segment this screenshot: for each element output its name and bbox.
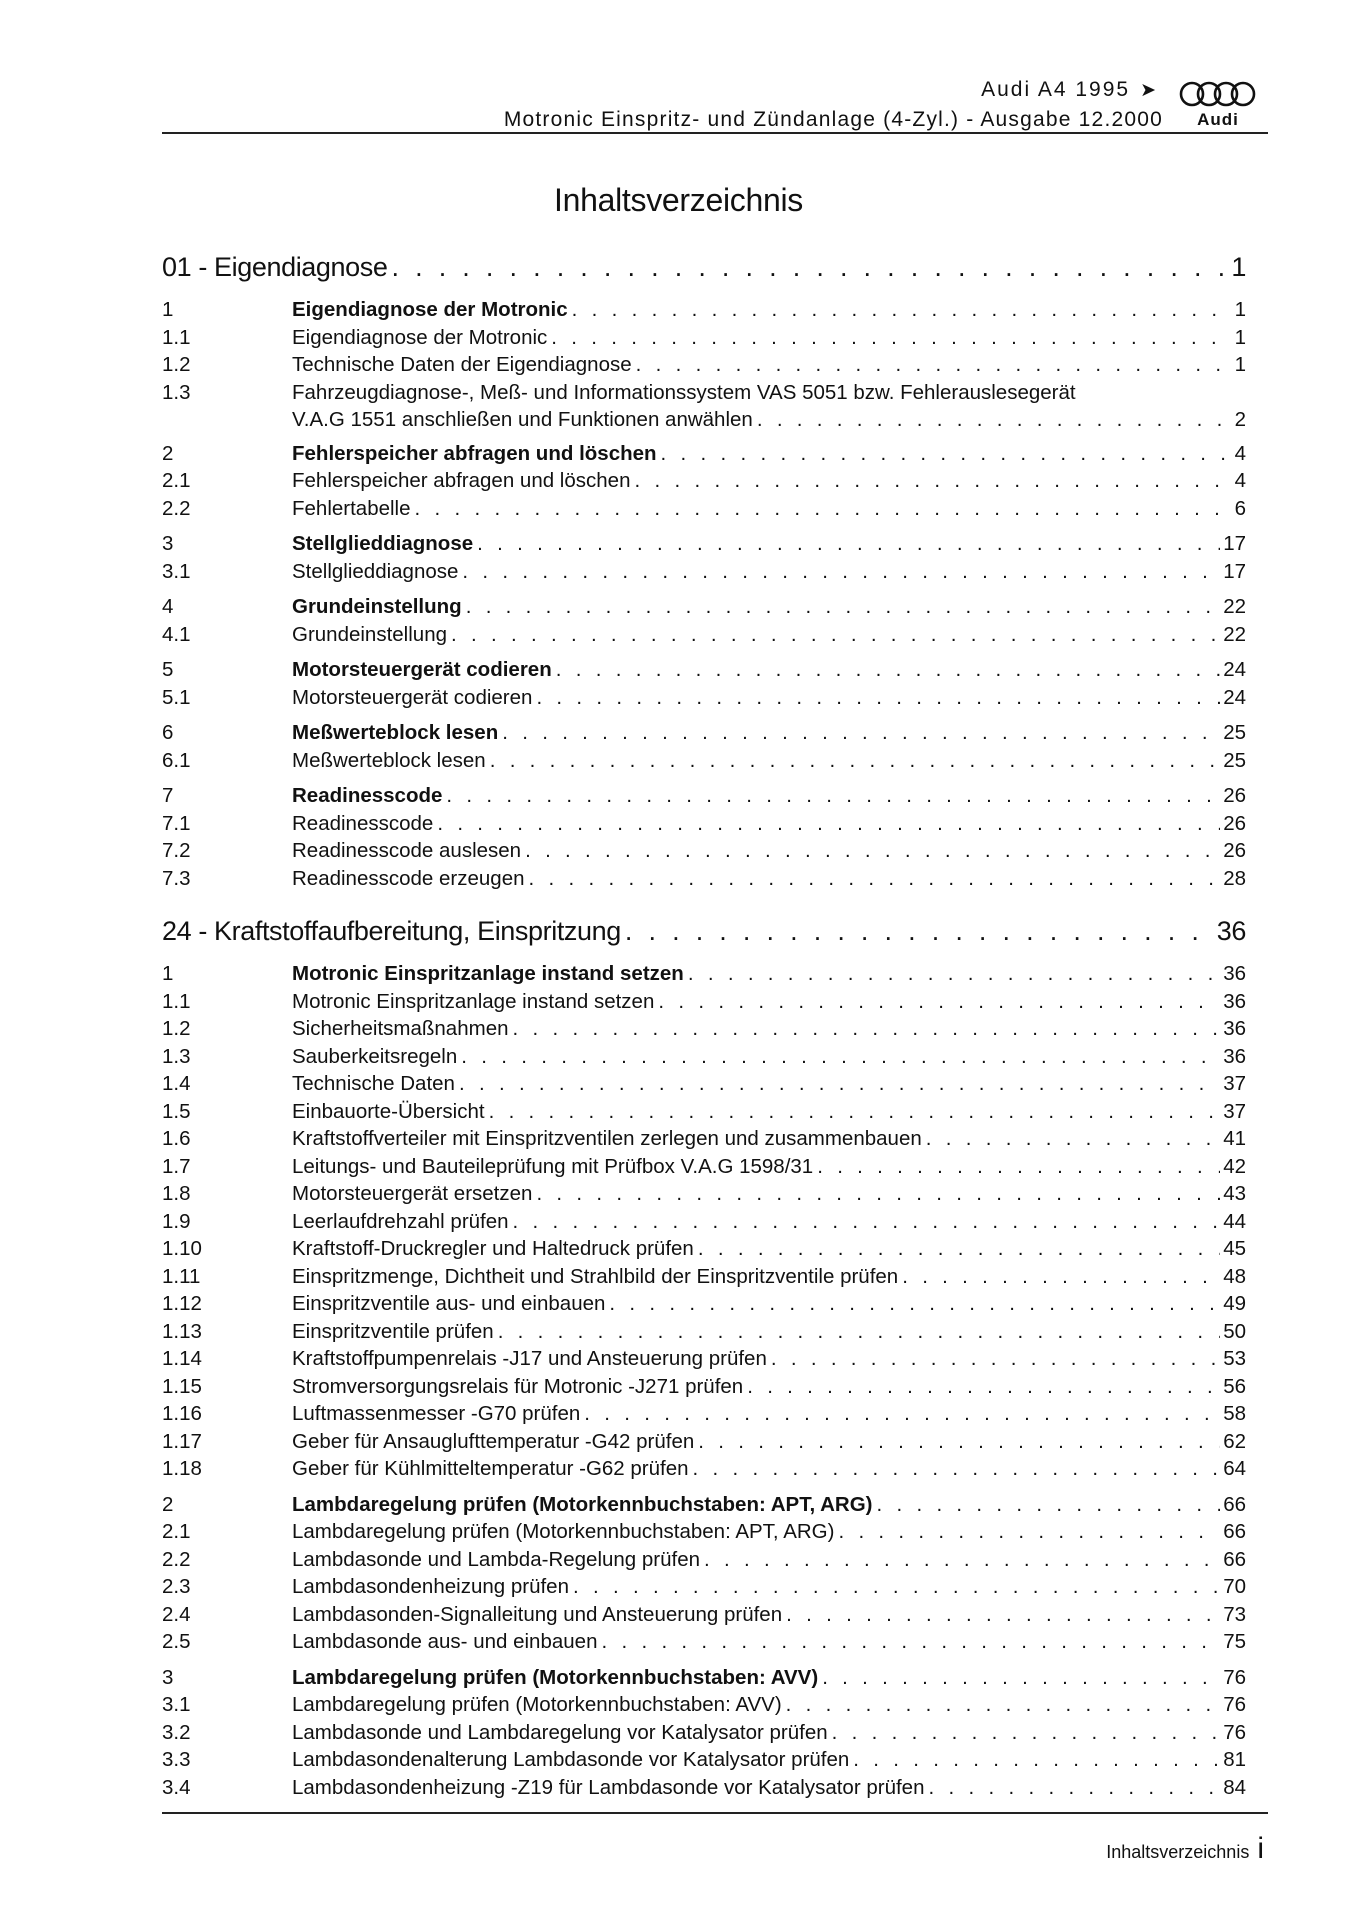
entry-title: Leerlaufdrehzahl prüfen xyxy=(292,1209,509,1233)
entry-number: 2 xyxy=(162,1492,174,1516)
entry-number: 1.14 xyxy=(162,1347,202,1370)
entry-page: 49 xyxy=(1223,1292,1246,1315)
entry-number: 1.16 xyxy=(162,1402,202,1425)
entry-title: Lambdaregelung prüfen (Motorkennbuchstaben: APT, ARG) xyxy=(292,1520,835,1543)
leader-dots xyxy=(489,1100,1221,1124)
entry-title: Fehlerspeicher abfragen und löschen xyxy=(292,441,657,465)
toc-entry xyxy=(162,1072,1246,1100)
toc-section xyxy=(162,721,1246,776)
entry-title: Eigendiagnose der Motronic xyxy=(292,298,568,321)
entry-number: 2.1 xyxy=(162,1520,191,1543)
entry-title: Lambdasondenalterung Lambdasonde vor Katalysator prüfen xyxy=(292,1748,850,1771)
leader-dots xyxy=(876,1493,1220,1517)
entry-page: 2 xyxy=(1234,407,1246,431)
leader-dots xyxy=(461,1045,1220,1069)
entry-page: 58 xyxy=(1223,1402,1246,1425)
toc-entry xyxy=(162,326,1246,354)
entry-title: Sauberkeitsregeln xyxy=(292,1044,458,1068)
leader-dots xyxy=(477,532,1220,556)
leader-dots xyxy=(462,560,1220,584)
leader-dots xyxy=(757,408,1232,432)
entry-title: Sicherheitsmaßnahmen xyxy=(292,1017,509,1040)
leader-dots xyxy=(572,298,1232,322)
leader-dots xyxy=(601,1630,1220,1654)
entry-title: Fehlertabelle xyxy=(292,496,411,520)
toc-entry-line xyxy=(162,408,1246,434)
leader-dots xyxy=(832,1721,1221,1745)
leader-dots xyxy=(584,1402,1220,1426)
entry-number: 1.1 xyxy=(162,325,191,349)
toc-entry xyxy=(162,1575,1246,1603)
audi-logo xyxy=(1176,80,1260,134)
toc-section xyxy=(162,595,1246,650)
leader-dots xyxy=(446,784,1220,808)
entry-page: 36 xyxy=(1223,1044,1246,1068)
entry-title: Einspritzmenge, Dichtheit und Strahlbild der Einspritzventile prüfen xyxy=(292,1264,899,1288)
entry-title: Readinesscode xyxy=(292,811,434,835)
entry-page: 26 xyxy=(1223,811,1246,835)
leader-dots xyxy=(926,1127,1220,1151)
entry-number: 7 xyxy=(162,784,174,807)
toc-section xyxy=(162,962,1246,1485)
toc-entry xyxy=(162,1100,1246,1128)
leader-dots xyxy=(459,1072,1220,1096)
entry-number: 2 xyxy=(162,441,174,465)
toc-entry xyxy=(162,839,1246,867)
entry-page: 25 xyxy=(1223,721,1246,744)
entry-page: 1 xyxy=(1234,298,1246,321)
chapter-page: 1 xyxy=(1231,252,1246,282)
toc-entry xyxy=(162,1603,1246,1631)
entry-number: 3 xyxy=(162,1665,174,1689)
toc-entry xyxy=(162,1292,1246,1320)
toc-section xyxy=(162,1493,1246,1658)
leader-dots xyxy=(573,1575,1220,1599)
entry-page: 22 xyxy=(1223,622,1246,646)
toc-entry-line xyxy=(162,381,1246,408)
entry-page: 81 xyxy=(1223,1748,1246,1771)
entry-title: Technische Daten xyxy=(292,1072,455,1095)
toc-entry xyxy=(162,1347,1246,1375)
entry-number: 1.8 xyxy=(162,1182,191,1205)
entry-page: 36 xyxy=(1223,1017,1246,1040)
entry-title: Leitungs- und Bauteileprüfung mit Prüfbox V.A.G 1598/31 xyxy=(292,1154,814,1178)
toc-section xyxy=(162,442,1246,525)
entry-number: 2.2 xyxy=(162,1547,191,1571)
entry-page: 37 xyxy=(1223,1072,1246,1095)
chapter-heading xyxy=(162,916,1246,954)
entry-number: 5.1 xyxy=(162,685,191,709)
toc-entry xyxy=(162,1748,1246,1776)
toc-entry xyxy=(162,1045,1246,1073)
toc-entry xyxy=(162,1182,1246,1210)
entry-title: Lambdasonde und Lambda-Regelung prüfen xyxy=(292,1547,701,1571)
leader-dots xyxy=(688,962,1220,986)
toc-section xyxy=(162,658,1246,713)
entry-title: Technische Daten der Eigendiagnose xyxy=(292,353,632,376)
entry-number: 6.1 xyxy=(162,748,191,772)
leader-dots xyxy=(551,326,1231,350)
entry-page: 4 xyxy=(1234,469,1246,492)
leader-dots xyxy=(822,1666,1220,1690)
entry-title: Stellglieddiagnose xyxy=(292,559,459,583)
toc-entry xyxy=(162,469,1246,497)
entry-page: 56 xyxy=(1223,1374,1246,1398)
entry-number: 1.6 xyxy=(162,1127,191,1150)
entry-number: 4 xyxy=(162,595,174,618)
entry-page: 44 xyxy=(1223,1209,1246,1233)
entry-title: Motronic Einspritzanlage instand setzen xyxy=(292,962,684,985)
leader-dots xyxy=(525,839,1220,863)
entry-page: 36 xyxy=(1223,962,1246,985)
entry-title: Meßwerteblock lesen xyxy=(292,721,499,744)
entry-page: 26 xyxy=(1223,839,1246,862)
leader-dots xyxy=(693,1457,1221,1481)
toc-entry xyxy=(162,990,1246,1018)
toc-section xyxy=(162,784,1246,894)
toc-entry xyxy=(162,1402,1246,1430)
toc-entry xyxy=(162,1320,1246,1348)
chapter-page: 36 xyxy=(1216,916,1246,946)
leader-dots xyxy=(817,1155,1220,1179)
leader-dots xyxy=(698,1237,1220,1261)
entry-page: 36 xyxy=(1223,989,1246,1013)
toc-entry xyxy=(162,560,1246,588)
toc-entry xyxy=(162,1548,1246,1576)
toc-entry xyxy=(162,812,1246,840)
entry-number: 3.3 xyxy=(162,1748,191,1771)
toc-entry xyxy=(162,1457,1246,1485)
entry-page: 42 xyxy=(1223,1154,1246,1178)
toc-section xyxy=(162,298,1246,434)
entry-number: 1 xyxy=(162,298,174,321)
leader-dots xyxy=(451,623,1220,647)
entry-number: 2.3 xyxy=(162,1575,191,1598)
header-model-text: Audi A4 1995 xyxy=(981,78,1131,101)
leader-dots xyxy=(513,1210,1221,1234)
entry-number: 6 xyxy=(162,721,174,744)
toc-entry xyxy=(162,962,1246,990)
entry-page: 62 xyxy=(1223,1429,1246,1453)
entry-page: 24 xyxy=(1223,685,1246,709)
entry-number: 1.7 xyxy=(162,1154,191,1178)
leader-dots xyxy=(636,353,1232,377)
toc-entry xyxy=(162,1721,1246,1749)
entry-number: 1.2 xyxy=(162,1017,191,1040)
entry-page: 41 xyxy=(1223,1127,1246,1150)
toc-entry xyxy=(162,1666,1246,1694)
entry-title: Eigendiagnose der Motronic xyxy=(292,325,548,349)
audi-logo-text: Audi xyxy=(1197,110,1239,129)
entry-title: Kraftstoffverteiler mit Einspritzventilen zerlegen und zusammenbauen xyxy=(292,1127,922,1150)
leader-dots xyxy=(556,658,1220,682)
entry-number: 4.1 xyxy=(162,622,191,646)
entry-number: 2.2 xyxy=(162,496,191,520)
entry-page: 25 xyxy=(1223,748,1246,772)
entry-page: 66 xyxy=(1223,1520,1246,1543)
toc-entry xyxy=(162,1776,1246,1804)
entry-page: 4 xyxy=(1234,441,1246,465)
entry-page: 70 xyxy=(1223,1575,1246,1598)
footer-rule xyxy=(162,1812,1268,1814)
entry-number: 1.9 xyxy=(162,1209,191,1233)
entry-title: Lambdasondenheizung -Z19 für Lambdasonde vor Katalysator prüfen xyxy=(292,1775,925,1799)
table-of-contents xyxy=(162,252,1246,1803)
toc-entry xyxy=(162,784,1246,812)
entry-title-continued: V.A.G 1551 anschließen und Funktionen anwählen xyxy=(292,407,753,431)
leader-dots xyxy=(658,990,1220,1014)
entry-number: 1.13 xyxy=(162,1319,202,1343)
entry-page: 76 xyxy=(1223,1665,1246,1689)
toc-entry xyxy=(162,1017,1246,1045)
chapter-heading xyxy=(162,252,1246,290)
entry-title: Meßwerteblock lesen xyxy=(292,748,486,772)
toc-entry xyxy=(162,298,1246,326)
entry-number: 1.12 xyxy=(162,1292,202,1315)
toc-entry xyxy=(162,1155,1246,1183)
page-title: Inhaltsverzeichnis xyxy=(554,182,803,218)
entry-number: 1.11 xyxy=(162,1264,201,1288)
audi-rings-icon xyxy=(1176,80,1260,110)
entry-number: 1.1 xyxy=(162,989,191,1013)
entry-number: 3 xyxy=(162,532,174,555)
entry-title: Motorsteuergerät codieren xyxy=(292,685,533,709)
entry-title: Kraftstoffpumpenrelais -J17 und Ansteuerung prüfen xyxy=(292,1347,767,1370)
toc-entry xyxy=(162,1493,1246,1521)
toc-entry xyxy=(162,1237,1246,1265)
leader-dots xyxy=(513,1017,1221,1041)
leader-dots xyxy=(529,867,1221,891)
entry-number: 1.5 xyxy=(162,1099,191,1123)
entry-number: 2.5 xyxy=(162,1630,191,1653)
leader-dots xyxy=(415,497,1232,521)
leader-dots xyxy=(391,252,1228,283)
toc-entry xyxy=(162,721,1246,749)
entry-title: Lambdasondenheizung prüfen xyxy=(292,1575,569,1598)
entry-title: Grundeinstellung xyxy=(292,595,462,618)
toc-entry xyxy=(162,353,1246,381)
entry-title: Lambdaregelung prüfen (Motorkennbuchstaben: AVV) xyxy=(292,1693,782,1716)
entry-number: 2.4 xyxy=(162,1602,191,1626)
entry-page: 26 xyxy=(1223,784,1246,807)
toc-entry xyxy=(162,381,1246,434)
entry-page: 1 xyxy=(1234,325,1246,349)
entry-title: Readinesscode xyxy=(292,784,443,807)
leader-dots xyxy=(466,595,1220,619)
entry-title: Readinesscode auslesen xyxy=(292,839,522,862)
entry-title: Motorsteuergerät ersetzen xyxy=(292,1182,533,1205)
entry-page: 76 xyxy=(1223,1720,1246,1744)
entry-title: Lambdaregelung prüfen (Motorkennbuchstaben: APT, ARG) xyxy=(292,1492,873,1516)
entry-page: 75 xyxy=(1223,1630,1246,1653)
entry-number: 1.2 xyxy=(162,353,191,376)
entry-number: 3.2 xyxy=(162,1720,191,1744)
entry-title: Stellglieddiagnose xyxy=(292,532,474,555)
entry-number: 3.4 xyxy=(162,1775,191,1799)
entry-page: 1 xyxy=(1234,353,1246,376)
leader-dots xyxy=(536,1182,1220,1206)
leader-dots xyxy=(437,812,1220,836)
toc-entry xyxy=(162,595,1246,623)
header-rule xyxy=(162,132,1268,134)
leader-dots xyxy=(609,1292,1220,1316)
entry-title: Luftmassenmesser -G70 prüfen xyxy=(292,1402,581,1425)
entry-title: Lambdasonde aus- und einbauen xyxy=(292,1630,598,1653)
leader-dots xyxy=(747,1375,1220,1399)
toc-entry xyxy=(162,1430,1246,1458)
entry-number: 1.17 xyxy=(162,1429,202,1453)
toc-entry xyxy=(162,749,1246,777)
leader-dots xyxy=(625,916,1214,947)
entry-page: 64 xyxy=(1223,1457,1246,1480)
entry-page: 76 xyxy=(1223,1693,1246,1716)
toc-entry xyxy=(162,532,1246,560)
toc-entry xyxy=(162,1265,1246,1293)
toc-entry xyxy=(162,1375,1246,1403)
toc-entry xyxy=(162,442,1246,470)
entry-page: 43 xyxy=(1223,1182,1246,1205)
leader-dots xyxy=(634,469,1231,493)
entry-title: Geber für Ansauglufttemperatur -G42 prüfen xyxy=(292,1429,695,1453)
entry-number: 3.1 xyxy=(162,1693,191,1716)
footer-label: Inhaltsverzeichnis xyxy=(1106,1842,1250,1862)
entry-page: 66 xyxy=(1223,1547,1246,1571)
entry-title: Lambdaregelung prüfen (Motorkennbuchstaben: AVV) xyxy=(292,1665,819,1689)
toc-section xyxy=(162,1666,1246,1804)
page-header xyxy=(162,78,1268,136)
toc-entry xyxy=(162,623,1246,651)
entry-title: Readinesscode erzeugen xyxy=(292,866,525,890)
leader-dots xyxy=(661,442,1232,466)
leader-dots xyxy=(771,1347,1220,1371)
entry-title: Kraftstoff-Druckregler und Haltedruck prüfen xyxy=(292,1237,694,1260)
entry-page: 48 xyxy=(1223,1264,1246,1288)
leader-dots xyxy=(853,1748,1220,1772)
entry-number: 7.3 xyxy=(162,866,191,890)
toc-entry xyxy=(162,1210,1246,1238)
toc-entry xyxy=(162,497,1246,525)
entry-page: 45 xyxy=(1223,1237,1246,1260)
entry-page: 53 xyxy=(1223,1347,1246,1370)
leader-dots xyxy=(490,749,1220,773)
entry-page: 6 xyxy=(1234,496,1246,520)
entry-page: 37 xyxy=(1223,1099,1246,1123)
header-model xyxy=(981,78,1158,102)
entry-number: 7.1 xyxy=(162,811,191,835)
entry-page: 22 xyxy=(1223,595,1246,618)
entry-page: 17 xyxy=(1223,559,1246,583)
entry-title: Lambdasonde und Lambdaregelung vor Katalysator prüfen xyxy=(292,1720,828,1744)
entry-title: Grundeinstellung xyxy=(292,622,447,646)
entry-number: 3.1 xyxy=(162,559,191,583)
entry-title: Einspritzventile prüfen xyxy=(292,1319,494,1343)
entry-number: 7.2 xyxy=(162,839,191,862)
toc-entry xyxy=(162,1127,1246,1155)
entry-page: 73 xyxy=(1223,1602,1246,1626)
leader-dots xyxy=(704,1548,1220,1572)
entry-title: Fahrzeugdiagnose-, Meß- und Informationssystem VAS 5051 bzw. Fehlerauslesegerät xyxy=(292,380,1076,404)
entry-title: Lambdasonden-Signalleitung und Ansteuerung prüfen xyxy=(292,1602,783,1626)
arrow-right-icon: ➤ xyxy=(1140,80,1158,101)
leader-dots xyxy=(929,1776,1221,1800)
entry-number: 2.1 xyxy=(162,469,191,492)
leader-dots xyxy=(786,1603,1220,1627)
entry-title: Fehlerspeicher abfragen und löschen xyxy=(292,469,631,492)
entry-number: 1.4 xyxy=(162,1072,191,1095)
toc-entry xyxy=(162,686,1246,714)
page-footer xyxy=(1106,1832,1264,1866)
leader-dots xyxy=(698,1430,1220,1454)
entry-title: Motronic Einspritzanlage instand setzen xyxy=(292,989,655,1013)
entry-title: Motorsteuergerät codieren xyxy=(292,658,552,681)
entry-number: 1.15 xyxy=(162,1374,202,1398)
entry-number: 1.10 xyxy=(162,1237,202,1260)
leader-dots xyxy=(838,1520,1220,1544)
toc-section xyxy=(162,532,1246,587)
chapter-title: 24 - Kraftstoffaufbereitung, Einspritzung xyxy=(162,916,621,946)
entry-page: 84 xyxy=(1223,1775,1246,1799)
leader-dots xyxy=(786,1693,1221,1717)
entry-number: 1 xyxy=(162,962,174,985)
toc-entry xyxy=(162,1630,1246,1658)
chapter-title: 01 - Eigendiagnose xyxy=(162,252,388,282)
leader-dots xyxy=(902,1265,1220,1289)
entry-number: 1.18 xyxy=(162,1457,202,1480)
toc-entry xyxy=(162,658,1246,686)
entry-page: 66 xyxy=(1223,1492,1246,1516)
leader-dots xyxy=(502,721,1220,745)
entry-number: 5 xyxy=(162,658,174,681)
entry-page: 24 xyxy=(1223,658,1246,681)
toc-entry xyxy=(162,1693,1246,1721)
entry-number: 1.3 xyxy=(162,1044,191,1068)
leader-dots xyxy=(536,686,1220,710)
entry-page: 50 xyxy=(1223,1319,1246,1343)
leader-dots xyxy=(498,1320,1221,1344)
toc-entry xyxy=(162,867,1246,895)
entry-page: 28 xyxy=(1223,866,1246,890)
entry-title: Stromversorgungsrelais für Motronic -J271 prüfen xyxy=(292,1374,744,1398)
toc-entry xyxy=(162,1520,1246,1548)
entry-title: Einspritzventile aus- und einbauen xyxy=(292,1292,606,1315)
entry-page: 17 xyxy=(1223,532,1246,555)
entry-title: Geber für Kühlmitteltemperatur -G62 prüfen xyxy=(292,1457,689,1480)
footer-page-number: i xyxy=(1257,1832,1264,1865)
entry-number: 1.3 xyxy=(162,380,191,404)
header-subtitle: Motronic Einspritz- und Zündanlage (4-Zyl.) - Ausgabe 12.2000 xyxy=(503,108,1163,131)
entry-title: Einbauorte-Übersicht xyxy=(292,1099,485,1123)
